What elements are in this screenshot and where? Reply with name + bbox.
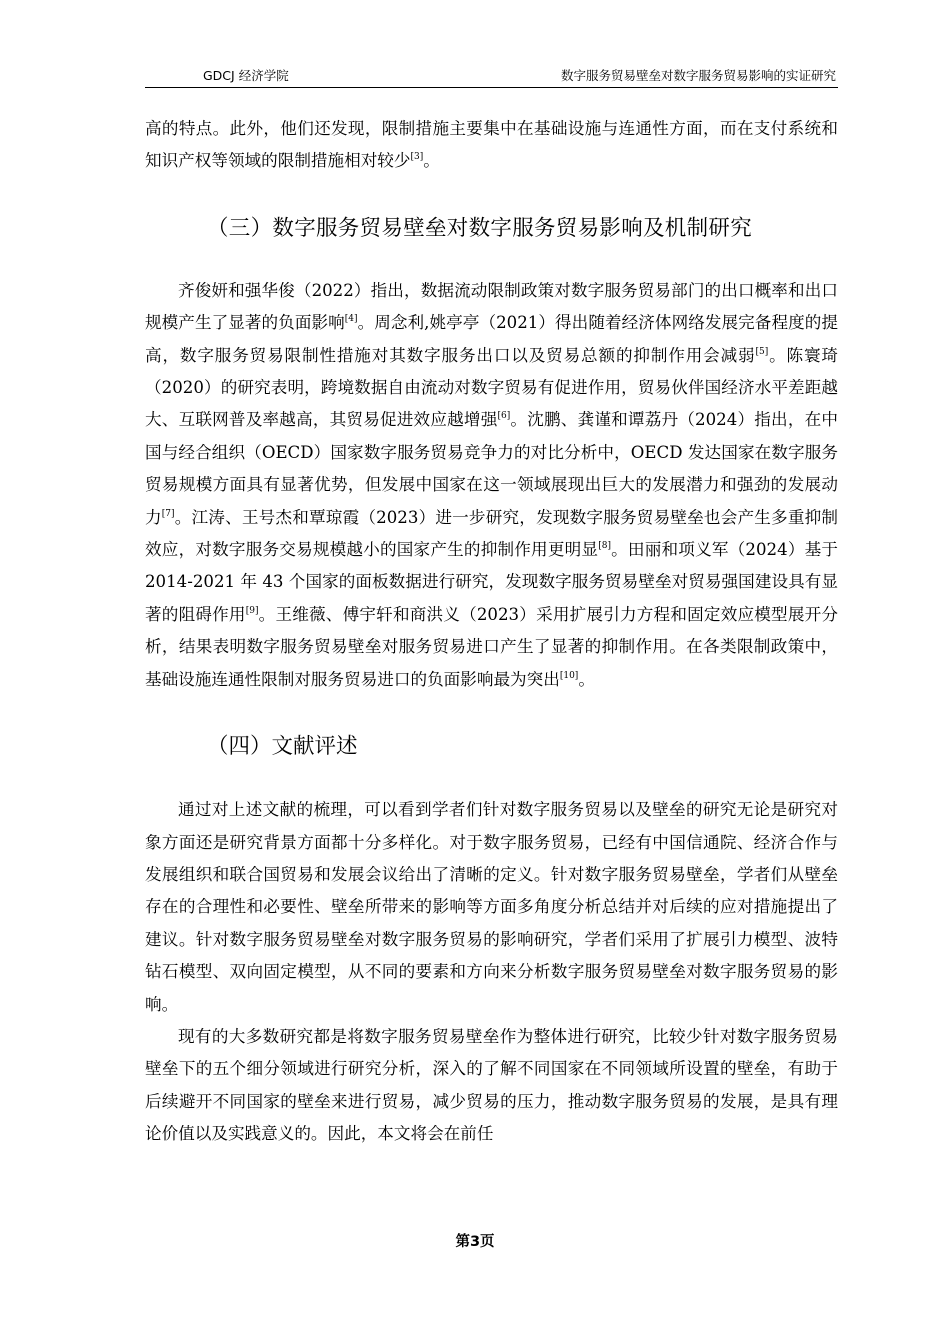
citation-ref: [7]: [161, 508, 175, 519]
citation-ref: [4]: [344, 314, 358, 325]
citation-ref: [9]: [245, 605, 259, 616]
page-body: [145, 113, 838, 1151]
running-header: [145, 66, 838, 86]
paragraph-literature-mechanism: 齐俊妍和强华俊（2022）指出，数据流动限制政策对数字服务贸易部门的出口概率和出口规模产生了显著的负面影响[4]。周念利,姚亭亭（2021）得出随着经济体网络发展完备程度的提高，数字服务贸易限制性措施对其数字服务出口以及贸易总额的抑制作用会减弱[5]。陈寰琦（2020）的研究表明，跨境数据自由流动对数字贸易有促进作用，贸易伙伴国经济水平差距越大、互联网普及率越高，其贸易促进效应越增强[6]。沈鹏、龚谨和谭荔丹（2024）指出，在中国与经合组织（OECD）国家数字服务贸易竞争力的对比分析中，OECD 发达国家在数字服务贸易规模方面具有显著优势，但发展中国家在这一领域展现出巨大的发展潜力和强劲的发展动力[7]。江涛、王号杰和覃琼霞（2023）进一步研究，发现数字服务贸易壁垒也会产生多重抑制效应，对数字服务交易规模越小的国家产生的抑制作用更明显[8]。田丽和项义军（2024）基于 2014-2021 年 43 个国家的面板数据进行研究，发现数字服务贸易壁垒对贸易强国建设具有显著的阻碍作用[9]。王维薇、傅宇轩和商洪义（2023）采用扩展引力方程和固定效应模型展开分析，结果表明数字服务贸易壁垒对服务贸易进口产生了显著的抑制作用。在各类限制政策中，基础设施连通性限制对服务贸易进口的负面影响最为突出[10]。: [145, 280, 839, 689]
header-right-title: 数字服务贸易壁垒对数字服务贸易影响的实证研究: [560, 68, 836, 83]
citation-ref: [5]: [755, 346, 769, 357]
section-heading-3: （三）数字服务贸易壁垒对数字服务贸易影响及机制研究: [207, 215, 753, 241]
paragraph-review-1: 通过对上述文献的梳理，可以看到学者们针对数字服务贸易以及壁垒的研究无论是研究对象方面还是研究背景方面都十分多样化。对于数字服务贸易，已经有中国信通院、经济合作与发展组织和联合国贸易和发展会议给出了清晰的定义。针对数字服务贸易壁垒，学者们从壁垒存在的合理性和必要性、壁垒所带来的影响等方面多角度分析总结并对后续的应对措施提出了建议。针对数字服务贸易壁垒对数字服务贸易的影响研究，学者们采用了扩展引力模型、波特钻石模型、双向固定模型，从不同的要素和方向来分析数字服务贸易壁垒对数字服务贸易的影响。: [145, 800, 838, 1014]
citation-ref: [6]: [497, 411, 511, 422]
citation-ref: [10]: [559, 670, 579, 681]
header-left-institution: GDCJ 经济学院: [203, 68, 289, 83]
citation-ref: [3]: [410, 152, 424, 163]
header-divider: [145, 87, 838, 88]
citation-ref: [8]: [598, 541, 611, 552]
paragraph-continued: 高的特点。此外，他们还发现，限制措施主要集中在基础设施与连通性方面，而在支付系统和知识产权等领域的限制措施相对较少[3]。: [145, 119, 838, 171]
section-heading-4: （四）文献评述: [207, 734, 358, 760]
page-number: 第3页: [455, 1234, 495, 1250]
paragraph-review-2: 现有的大多数研究都是将数字服务贸易壁垒作为整体进行研究，比较少针对数字服务贸易壁垒下的五个细分领域进行研究分析，深入的了解不同国家在不同领域所设置的壁垒，有助于后续避开不同国家的壁垒来进行贸易，减少贸易的压力，推动数字服务贸易的发展，是具有理论价值以及实践意义的。因此，本文将会在前任: [145, 1026, 838, 1144]
